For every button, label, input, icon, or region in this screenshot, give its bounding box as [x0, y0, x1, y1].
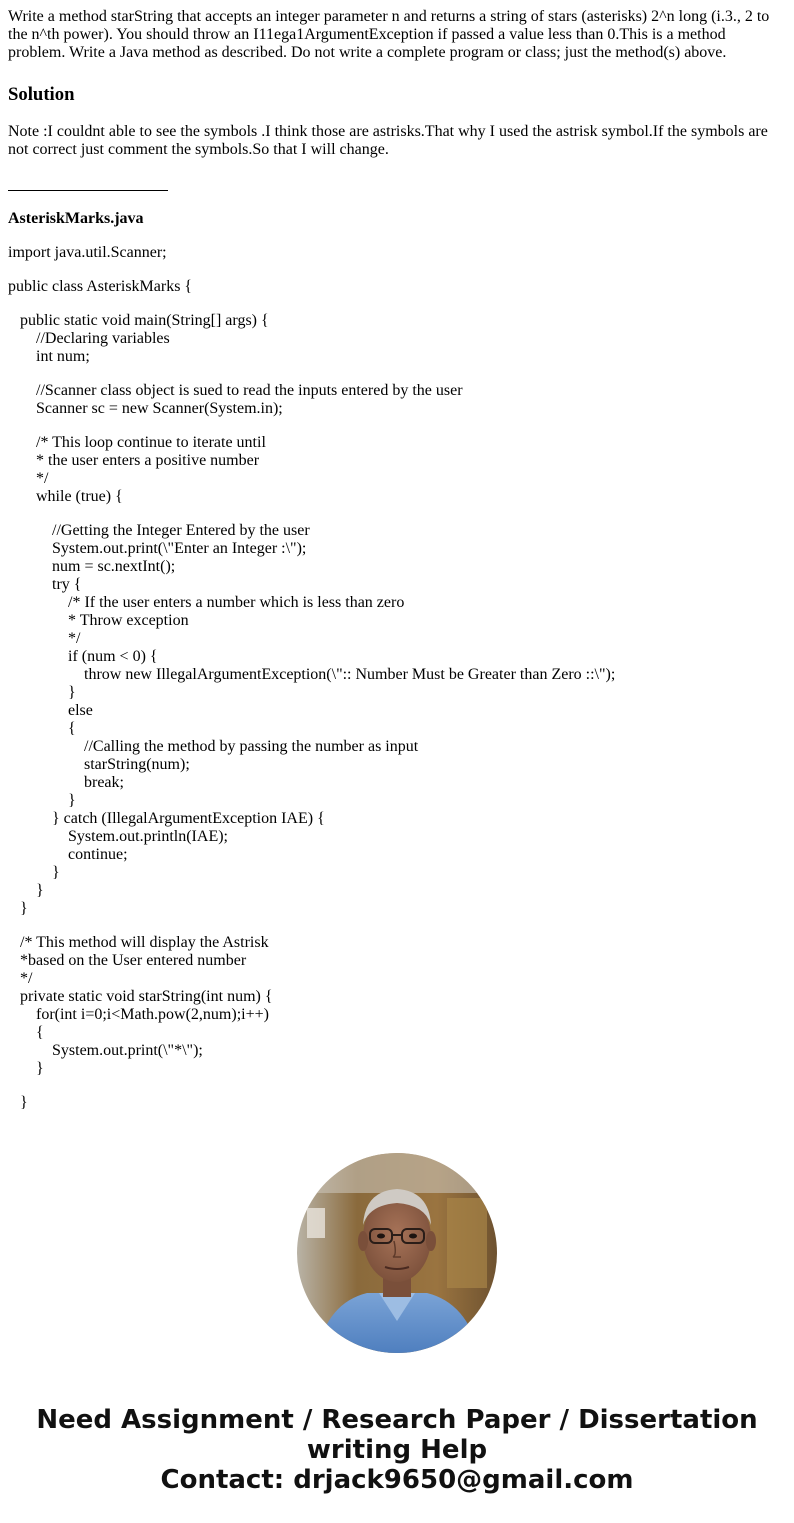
question-text: Write a method starString that accepts an integer parameter n and returns a string of stars (asterisks) 2^n long (i.3., 2 to the n^th power). You should throw an I11ega1ArgumentException if passed a value less than 0.This is a method problem. Write a Java method as described. Do not write a complete program or class; just the method(s) above.: [8, 8, 770, 61]
code-line: * Throw exception: [8, 612, 189, 629]
code-line: try {: [8, 576, 82, 593]
footer-contact-email: Contact: drjack9650@gmail.com: [160, 1465, 634, 1495]
code-line: /* If the user enters a number which is less than zero: [8, 594, 405, 611]
footer-line: writing Help: [306, 1435, 488, 1465]
code-blank-line: [8, 506, 784, 522]
solution-heading: Solution: [8, 84, 75, 105]
code-line: System.out.print(\"*\");: [8, 1042, 203, 1059]
code-line: }: [8, 864, 60, 881]
code-line: //Calling the method by passing the number as input: [8, 738, 419, 755]
footer-contact: [0, 1405, 794, 1495]
code-line: import java.util.Scanner;: [8, 244, 167, 261]
code-blank-line: [8, 918, 784, 934]
code-block: [8, 244, 784, 1112]
code-line: }: [8, 1060, 44, 1077]
footer-line: Need Assignment / Research Paper / Dissertation: [36, 1405, 758, 1435]
code-line: else: [8, 702, 93, 719]
code-line: }: [8, 882, 44, 899]
code-line: {: [8, 1024, 44, 1041]
code-line: */: [8, 970, 33, 987]
code-line: //Declaring variables: [8, 330, 170, 347]
code-line: }: [8, 1094, 28, 1111]
code-line: System.out.print(\"Enter an Integer :\");: [8, 540, 307, 557]
code-line: }: [8, 684, 76, 701]
code-line: private static void starString(int num) {: [8, 988, 273, 1005]
code-line: System.out.println(IAE);: [8, 828, 228, 845]
code-line: * the user enters a positive number: [8, 452, 260, 469]
document: [8, 8, 784, 1112]
code-line: public class AsteriskMarks {: [8, 278, 193, 295]
code-line: /* This method will display the Astrisk: [8, 934, 269, 951]
code-line: num = sc.nextInt();: [8, 558, 176, 575]
code-line: int num;: [8, 348, 90, 365]
code-line: public static void main(String[] args) {: [8, 312, 269, 329]
code-line: {: [8, 720, 76, 737]
code-line: Scanner sc = new Scanner(System.in);: [8, 400, 283, 417]
code-blank-line: [8, 418, 784, 434]
author-avatar: [297, 1153, 497, 1353]
author-photo: [297, 1153, 497, 1353]
code-line: } catch (IllegalArgumentException IAE) {: [8, 810, 325, 827]
code-line: break;: [8, 774, 124, 791]
code-blank-line: [8, 296, 784, 312]
code-line: *based on the User entered number: [8, 952, 247, 969]
code-line: }: [8, 792, 76, 809]
code-line: starString(num);: [8, 756, 190, 773]
code-line: if (num < 0) {: [8, 648, 158, 665]
filename: AsteriskMarks.java: [8, 210, 144, 227]
code-line: while (true) {: [8, 488, 123, 505]
code-line: }: [8, 900, 28, 917]
separator: [8, 190, 168, 191]
code-line: throw new IllegalArgumentException(\":: Number Must be Greater than Zero ::\");: [8, 666, 616, 683]
code-line: /* This loop continue to iterate until: [8, 434, 266, 451]
code-line: //Getting the Integer Entered by the user: [8, 522, 310, 539]
code-blank-line: [8, 262, 784, 278]
code-line: continue;: [8, 846, 128, 863]
code-blank-line: [8, 1078, 784, 1094]
code-line: for(int i=0;i<Math.pow(2,num);i++): [8, 1006, 269, 1023]
code-line: */: [8, 630, 81, 647]
code-line: //Scanner class object is sued to read the inputs entered by the user: [8, 382, 463, 399]
note-text: Note :I couldnt able to see the symbols .I think those are astrisks.That why I used the astrisk symbol.If the symbols are not correct just comment the symbols.So that I will change.: [8, 123, 768, 158]
code-line: */: [8, 470, 49, 487]
code-blank-line: [8, 366, 784, 382]
